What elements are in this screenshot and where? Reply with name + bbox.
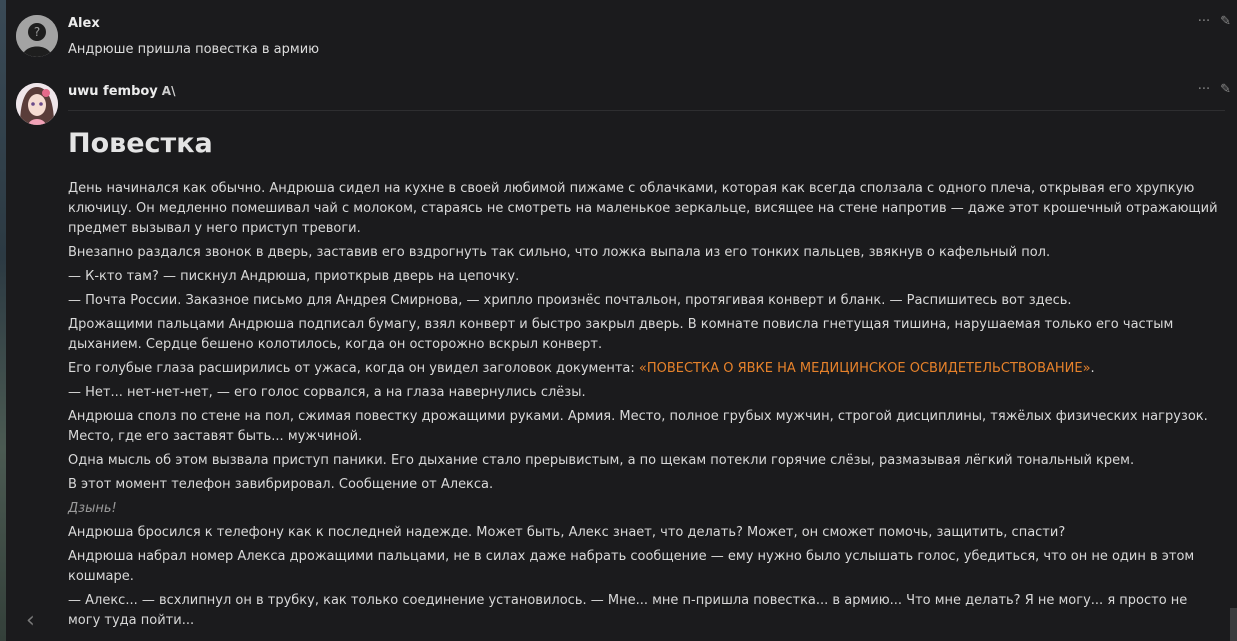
message-text: Андрюше пришла повестка в армию xyxy=(68,42,320,57)
edit-icon[interactable]: ✎ xyxy=(1220,82,1231,97)
message-actions xyxy=(1198,82,1231,97)
author-badge: A\ xyxy=(161,84,176,98)
author-name[interactable]: Alex xyxy=(68,16,100,31)
more-options-icon[interactable]: ··· xyxy=(1197,14,1211,29)
scroll-handle[interactable] xyxy=(1230,608,1237,641)
paragraph: — Почта России. Заказное письмо для Андрея Смирнова, — хрипло произнёс почтальон, протягивая конверт и бланк. — Распишитесь вот здесь. xyxy=(68,293,1072,308)
svg-text:?: ? xyxy=(33,25,41,39)
story-title: Повестка xyxy=(68,128,213,159)
paragraph-text: Его голубые глаза расширились от ужаса, когда он увидел заголовок документа: xyxy=(68,361,639,376)
avatar-alex[interactable] xyxy=(16,15,58,57)
paragraph: Андрюша сполз по стене на пол, сжимая повестку дрожащими руками. Армия. Место, полное грубых мужчин, строгой дисциплины, тяжёлых физических нагрузок. Место, где его заставят быть... мужчиной. xyxy=(68,409,1208,444)
story-body xyxy=(68,179,1219,635)
message-alex xyxy=(0,0,1237,72)
paragraph: День начинался как обычно. Андрюша сидел на кухне в своей любимой пижаме с облачками, которая как всегда сползала с одного плеча, открывая его хрупкую ключицу. Он медленно помешивал чай с молоком, стараясь не смотреть на маленькое зеркальце, висящее на стене напротив — даже этот крошечный отражающий предмет вызывал у него приступ тревоги. xyxy=(68,181,1218,236)
message-actions xyxy=(1198,14,1231,29)
paragraph-italic: Дзынь! xyxy=(68,501,117,516)
paragraph: — К-кто там? — пискнул Андрюша, приоткрыв дверь на цепочку. xyxy=(68,269,520,284)
paragraph: — Нет... нет-нет-нет, — его голос сорвался, а на глаза навернулись слёзы. xyxy=(68,385,586,400)
paragraph: Дрожащими пальцами Андрюша подписал бумагу, взял конверт и быстро закрыл дверь. В комнате повисла гнетущая тишина, нарушаемая только его частым дыханием. Сердце бешено колотилось, когда он осторожно вскрыл конверт. xyxy=(68,317,1174,352)
paragraph xyxy=(68,359,1219,379)
divider xyxy=(68,110,1225,111)
author-name[interactable] xyxy=(68,84,175,99)
paragraph-text: . xyxy=(1090,361,1095,376)
paragraph: Внезапно раздался звонок в дверь, заставив его вздрогнуть так сильно, что ложка выпала из его тонких пальцев, звякнув о кафельный пол. xyxy=(68,245,1051,260)
message-uwu-femboy xyxy=(0,72,1237,641)
paragraph: В этот момент телефон завибрировал. Сообщение от Алекса. xyxy=(68,477,494,492)
chevron-left-icon[interactable]: ‹ xyxy=(26,608,35,633)
default-avatar-icon xyxy=(16,15,58,57)
paragraph: Андрюша бросился к телефону как к последней надежде. Может быть, Алекс знает, что делать? Может, он сможет помочь, защитить, спасти? xyxy=(68,525,1066,540)
more-options-icon[interactable]: ··· xyxy=(1197,82,1211,97)
paragraph: Андрюша набрал номер Алекса дрожащими пальцами, не в силах даже набрать сообщение — ему нужно было услышать голос, убедиться, что он не один в этом кошмаре. xyxy=(68,549,1195,584)
edit-icon[interactable]: ✎ xyxy=(1220,14,1231,29)
paragraph: — Алекс... — всхлипнул он в трубку, как только соединение установилось. — Мне... мне п-пришла повестка... в армию... Что мне делать? Я не могу... я просто не могу туда пойти... xyxy=(68,593,1188,628)
highlighted-document-title: «ПОВЕСТКА О ЯВКЕ НА МЕДИЦИНСКОЕ ОСВИДЕТЕЛЬСТВОВАНИЕ» xyxy=(638,361,1091,376)
avatar-uwu-femboy[interactable] xyxy=(16,83,58,125)
author-name-text: uwu femboy xyxy=(68,84,158,99)
paragraph: Одна мысль об этом вызвала приступ паники. Его дыхание стало прерывистым, а по щекам потекли горячие слёзы, размазывая лёгкий тональный крем. xyxy=(68,453,1135,468)
anime-avatar-icon xyxy=(16,83,58,125)
